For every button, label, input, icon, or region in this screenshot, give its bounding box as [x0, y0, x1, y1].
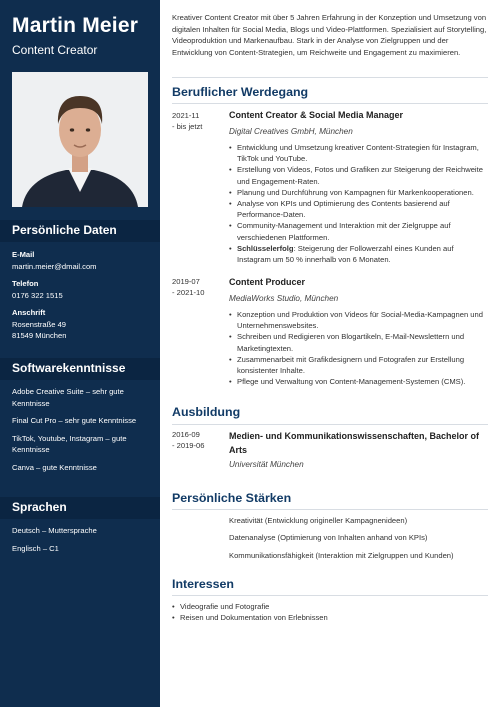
job-date-end: - 2021-10 — [172, 287, 205, 297]
language-item: Englisch – C1 — [12, 543, 59, 553]
list-item: • Schreiben und Redigieren von Blogartikeln, E-Mail-Newslettern und Marketingtexten. — [229, 331, 485, 353]
strength-item: Datenanalyse (Optimierung von Inhalten anhand von KPIs) — [229, 533, 428, 542]
address-line1: Rosenstraße 49 — [12, 319, 67, 329]
job-title: Content Creator & Social Media Manager — [229, 110, 404, 120]
education-heading: Ausbildung — [172, 405, 241, 419]
profile-summary: Kreativer Content Creator mit über 5 Jahren Erfahrung in der Konzeption und Umsetzung von digitalen Inhalten für Social Media, Blogs und Video-Plattformen. Spezialisiert auf Storytelling, Videoproduktion und Markenaufbau. Stark in der Analyse von Zielgruppen und der Entwicklung von Content-Strategien, um Reichweite und Engagement zu maximieren. — [172, 13, 487, 57]
personal-data-block — [12, 249, 152, 342]
language-item: Deutsch – Muttersprache — [12, 526, 97, 535]
education-degree: Medien- und Kommunikationswissenschaften, Bachelor of Arts — [229, 431, 480, 455]
list-item — [229, 243, 485, 265]
strengths-heading: Persönliche Stärken — [172, 491, 292, 505]
languages-list — [12, 525, 152, 554]
list-item: • Analyse von KPIs und Optimierung des Contents basierend auf Performance-Daten. — [229, 198, 485, 220]
education-school: Universität München — [229, 460, 304, 469]
section-divider — [172, 424, 488, 425]
profile-photo — [12, 72, 148, 207]
list-item: • Reisen und Dokumentation von Erlebnissen — [172, 612, 488, 623]
strength-item: Kommunikationsfähigkeit (Interaktion mit Zielgruppen und Kunden) — [229, 551, 454, 560]
strength-item: Kreativität (Entwicklung origineller Kampagnenideen) — [229, 516, 408, 525]
interests-list — [172, 601, 488, 623]
phone-label: Telefon — [12, 279, 39, 288]
highlight-text: : Steigerung der Followerzahl eines Kunden auf Instagram um 50 % innerhalb von 6 Monaten. — [237, 243, 454, 265]
software-item: Adobe Creative Suite – sehr gute Kenntnisse — [12, 387, 124, 408]
phone-value: 0176 322 1515 — [12, 290, 63, 300]
software-heading: Softwarekenntnisse — [0, 358, 160, 380]
personal-data-heading: Persönliche Daten — [0, 220, 160, 242]
job-company: MediaWorks Studio, München — [229, 294, 339, 303]
email-label: E-Mail — [12, 250, 35, 259]
address-line2: 81549 München — [12, 331, 67, 340]
software-item: Final Cut Pro – sehr gute Kenntnisse — [12, 416, 137, 425]
profile-name: Martin Meier — [12, 14, 139, 37]
section-divider — [172, 509, 488, 510]
list-item: • Pflege und Verwaltung von Content-Management-Systemen (CMS). — [229, 376, 485, 387]
highlight-label: Schlüsselerfolg — [237, 243, 294, 253]
software-item: TikTok, Youtube, Instagram – gute Kenntnisse — [12, 433, 127, 454]
job-date-end: - bis jetzt — [172, 121, 203, 131]
sidebar — [0, 0, 160, 707]
job-date — [172, 111, 222, 132]
software-list — [12, 386, 152, 473]
email-value: martin.meier@dmail.com — [12, 261, 97, 271]
list-item: • Community-Management und Interaktion mit der Zielgruppe auf verschiedenen Plattformen. — [229, 220, 485, 242]
section-divider — [172, 595, 488, 596]
list-item: • Videografie und Fotografie — [172, 601, 488, 612]
list-item: • Konzeption und Produktion von Videos für Social-Media-Kampagnen und Unternehmenswebsites. — [229, 309, 485, 331]
job-bullets — [229, 309, 485, 387]
education-date-start: 2016-09 — [172, 430, 200, 439]
section-divider — [172, 103, 488, 104]
job-date-start: 2019-07 — [172, 277, 200, 286]
education-date — [172, 430, 222, 451]
list-item: • Erstellung von Videos, Fotos und Grafiken zur Steigerung der Reichweite und Engagement-Raten. — [229, 164, 485, 186]
job-date — [172, 277, 222, 298]
job-date-start: 2021-11 — [172, 111, 200, 120]
list-item: • Planung und Durchführung von Kampagnen für Markenkooperationen. — [229, 187, 485, 198]
list-item: • Entwicklung und Umsetzung kreativer Content-Strategien für Instagram, TikTok und YouTube. — [229, 142, 485, 164]
address-label: Anschrift — [12, 308, 46, 317]
list-item: • Zusammenarbeit mit Grafikdesignern und Fotografen zur Erstellung konsistenter Inhalte. — [229, 354, 485, 376]
job-company: Digital Creatives GmbH, München — [229, 127, 353, 136]
education-date-end: - 2019-06 — [172, 440, 205, 450]
job-bullets — [229, 142, 485, 265]
languages-heading: Sprachen — [0, 497, 160, 519]
profile-role: Content Creator — [12, 43, 98, 57]
job-title: Content Producer — [229, 277, 306, 287]
section-divider — [172, 77, 488, 78]
interests-heading: Interessen — [172, 577, 234, 591]
experience-heading: Beruflicher Werdegang — [172, 85, 309, 99]
software-item: Canva – gute Kenntnisse — [12, 462, 97, 472]
